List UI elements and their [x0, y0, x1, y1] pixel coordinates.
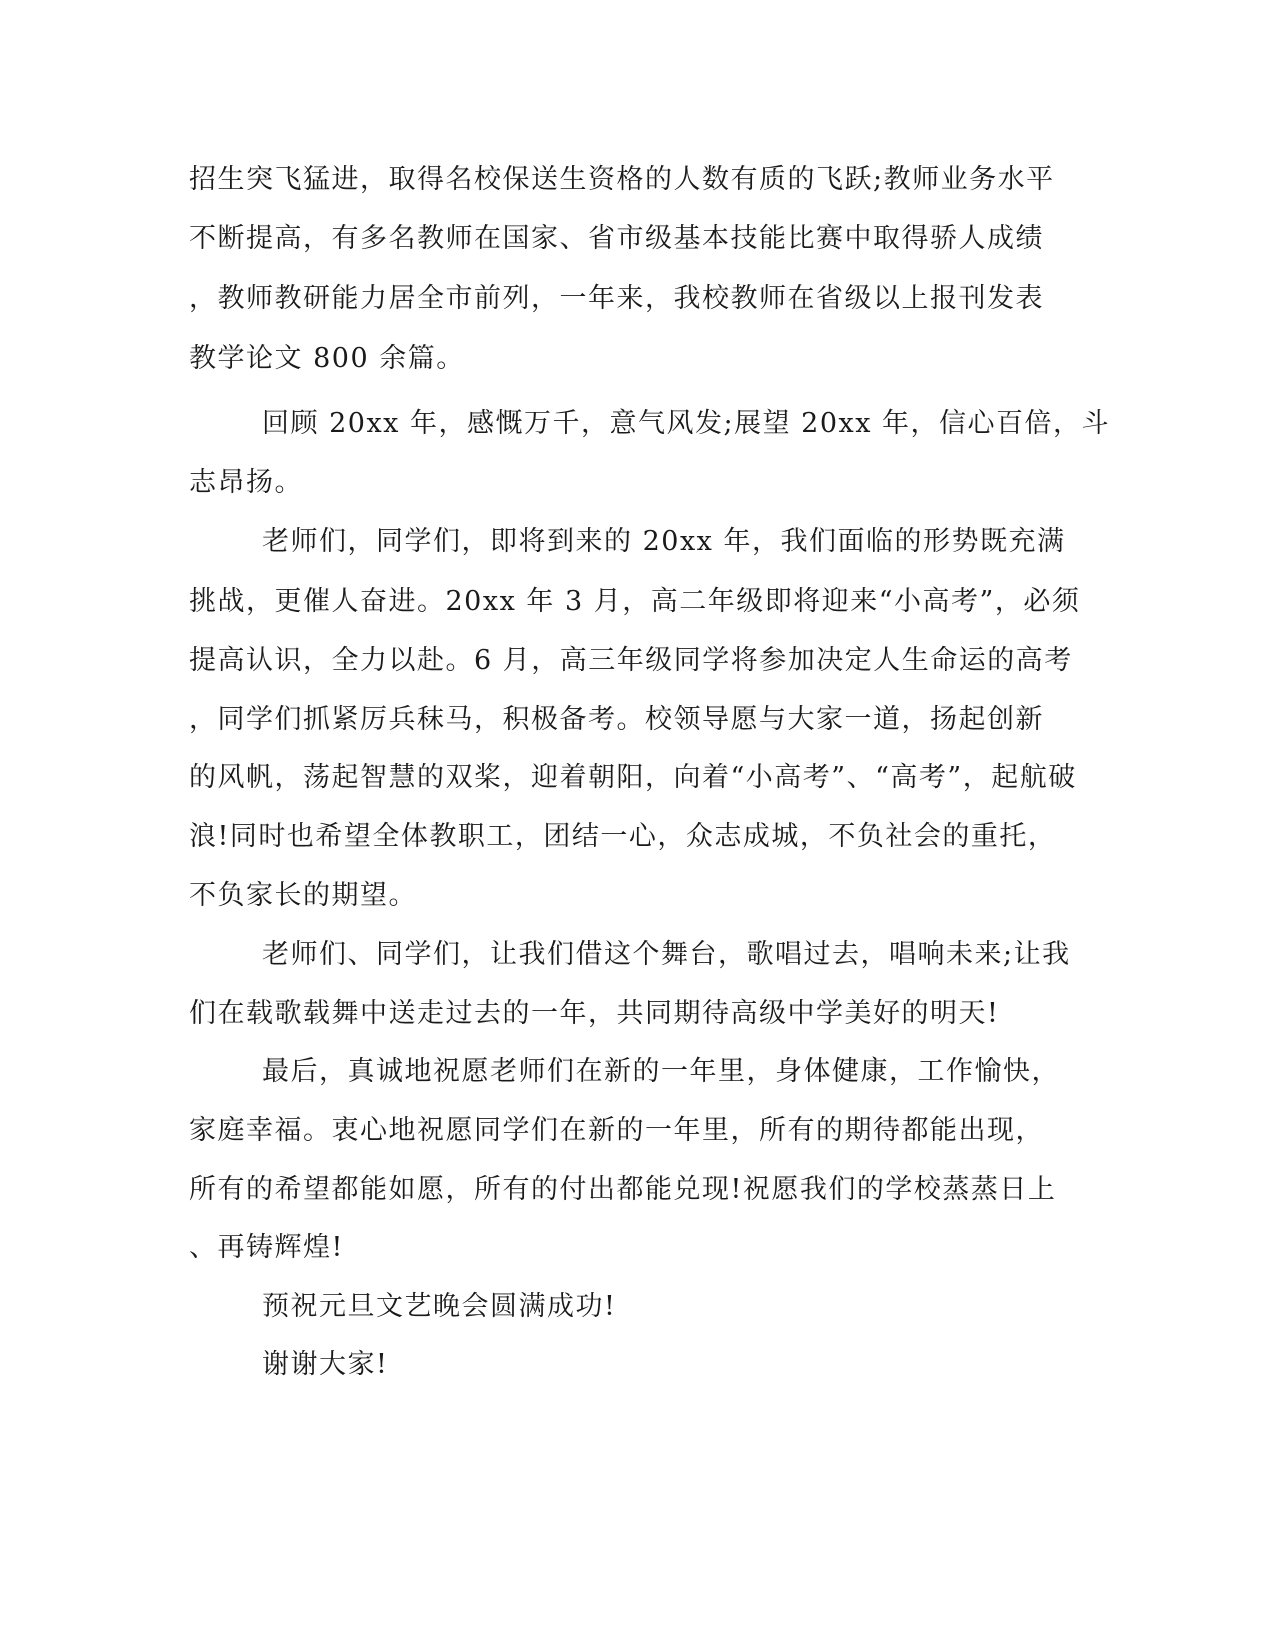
- text-line: ，同学们抓紧厉兵秣马，积极备考。校领导愿与大家一道，扬起创新: [189, 704, 1044, 735]
- text-line: 们在载歌载舞中送走过去的一年，共同期待高级中学美好的明天!: [189, 998, 1000, 1029]
- text-line: 老师们、同学们，让我们借这个舞台，歌唱过去，唱响未来;让我: [262, 939, 1071, 970]
- text-line: 所有的希望都能如愿，所有的付出都能兑现!祝愿我们的学校蒸蒸日上: [189, 1174, 1057, 1205]
- text-line: 、再铸辉煌!: [189, 1232, 344, 1263]
- text-line: 谢谢大家!: [262, 1349, 389, 1380]
- text-line: 教学论文 800 余篇。: [189, 343, 465, 374]
- text-line: ，教师教研能力居全市前列，一年来，我校教师在省级以上报刊发表: [189, 283, 1044, 314]
- text-line: 最后，真诚地祝愿老师们在新的一年里，身体健康，工作愉快，: [262, 1056, 1060, 1087]
- text-line: 老师们，同学们，即将到来的 20xx 年，我们面临的形势既充满: [262, 526, 1066, 557]
- text-line: 挑战，更催人奋进。20xx 年 3 月，高二年级即将迎来“小高考”，必须: [189, 586, 1081, 617]
- text-line: 的风帆，荡起智慧的双桨，迎着朝阳，向着“小高考”、“高考”，起航破: [189, 762, 1077, 793]
- text-line: 预祝元旦文艺晚会圆满成功!: [262, 1291, 617, 1322]
- text-line: 提高认识，全力以赴。6 月，高三年级同学将参加决定人生命运的高考: [189, 645, 1073, 676]
- text-line: 家庭幸福。衷心地祝愿同学们在新的一年里，所有的期待都能出现，: [189, 1115, 1044, 1146]
- text-line: 不负家长的期望。: [189, 880, 417, 911]
- text-line: 浪!同时也希望全体教职工，团结一心，众志成城，不负社会的重托，: [189, 821, 1057, 852]
- text-line: 招生突飞猛进，取得名校保送生资格的人数有质的飞跃;教师业务水平: [189, 164, 1055, 195]
- text-line: 回顾 20xx 年，感慨万千，意气风发;展望 20xx 年，信心百倍，斗: [262, 408, 1111, 439]
- text-line: 不断提高，有多名教师在国家、省市级基本技能比赛中取得骄人成绩: [189, 223, 1044, 254]
- text-line: 志昂扬。: [189, 467, 303, 498]
